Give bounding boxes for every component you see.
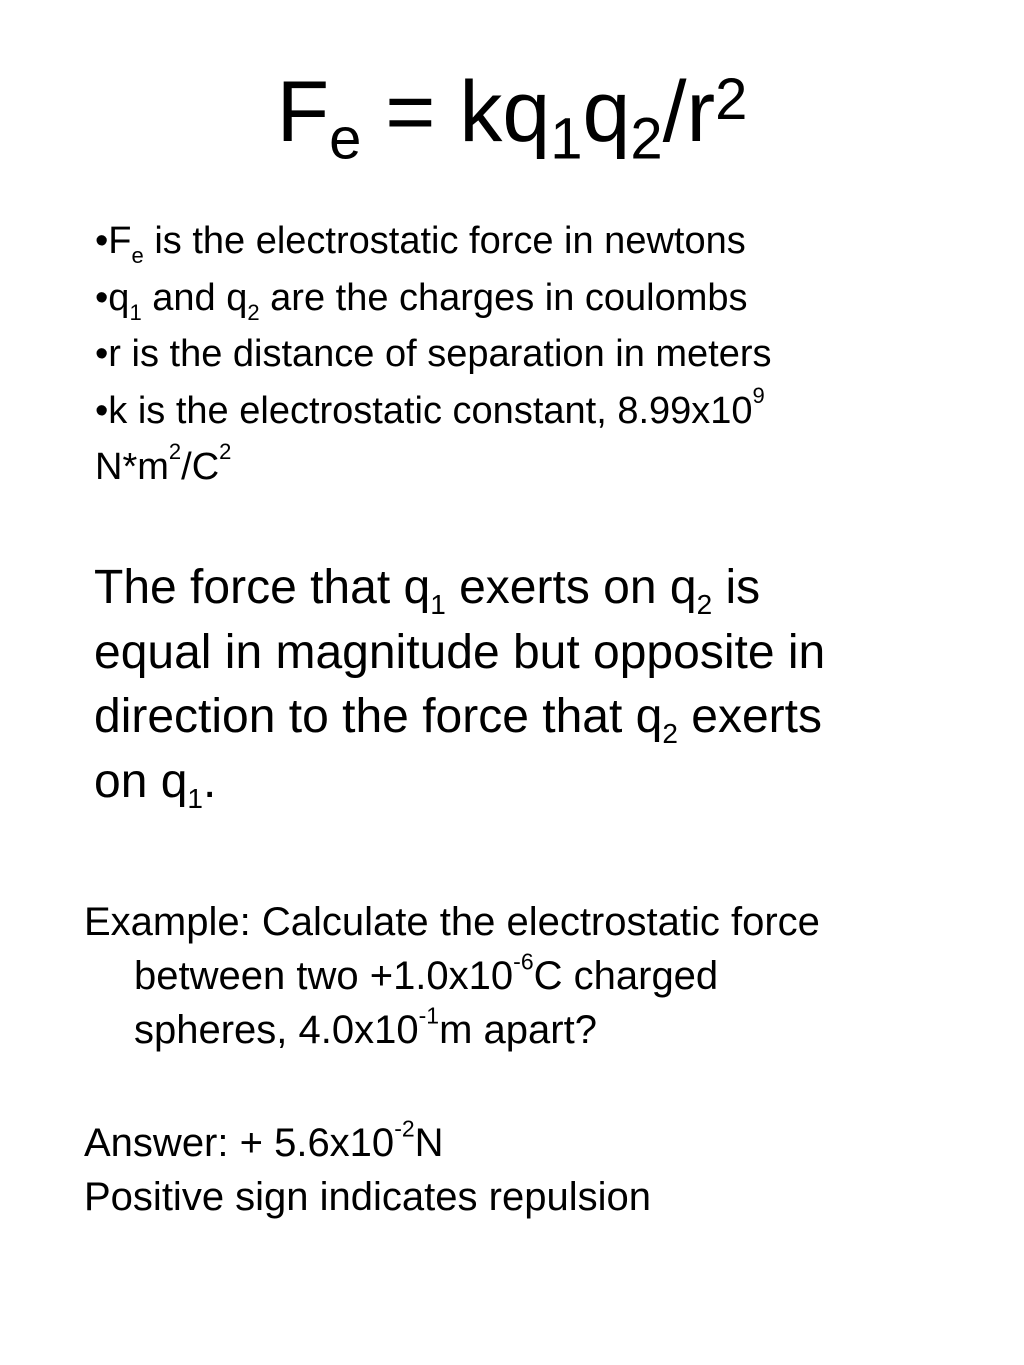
paragraph-subscript: 1 — [430, 589, 446, 621]
formula-equals-kq: = kq — [361, 64, 551, 160]
coulomb-law-formula — [0, 62, 1024, 172]
paragraph-text: direction to the force that q — [94, 690, 663, 743]
example-text: spheres, 4.0x10 — [134, 1008, 419, 1052]
paragraph-line-3 — [94, 685, 825, 750]
paragraph-text: is — [712, 561, 761, 614]
definition-k-exponent: 9 — [752, 382, 765, 408]
example-line-3 — [84, 1003, 820, 1057]
example-text: between two +1.0x10 — [134, 954, 514, 998]
formula-q2: q — [582, 64, 631, 160]
answer-line — [84, 1116, 651, 1170]
example-line-1: Example: Calculate the electrostatic force — [84, 900, 820, 944]
paragraph-text: exerts — [677, 690, 822, 743]
answer-text: N — [414, 1121, 444, 1165]
answer-exponent: -2 — [394, 1115, 415, 1142]
answer-note: Positive sign indicates repulsion — [84, 1175, 651, 1219]
paragraph-subscript: 1 — [187, 782, 203, 814]
definition-charges — [95, 270, 772, 327]
paragraph-text: . — [203, 754, 217, 808]
example-exponent: -1 — [418, 1002, 440, 1029]
definition-k-text: •k is the electrostatic constant, 8.99x10 — [95, 389, 753, 432]
paragraph-text: on q — [94, 754, 188, 808]
definition-k-units — [95, 439, 772, 496]
definition-q2-subscript: 2 — [247, 299, 260, 325]
paragraph-line-4 — [94, 750, 825, 815]
paragraph-text: The force that q — [94, 561, 431, 614]
units-nm: N*m — [95, 446, 169, 488]
example-line-2 — [84, 949, 820, 1003]
formula-divide-r: /r — [662, 64, 716, 160]
formula-r-exponent: 2 — [715, 66, 748, 132]
definition-fe-desc: is the electrostatic force in newtons — [143, 220, 746, 262]
definition-fe-text: •F — [95, 220, 132, 262]
formula-q2-subscript: 2 — [630, 106, 663, 172]
answer-block — [84, 1116, 651, 1224]
example-text: C charged — [533, 954, 719, 998]
definition-fe-subscript: e — [131, 242, 144, 268]
paragraph-subscript: 2 — [662, 718, 678, 750]
example-problem — [84, 895, 820, 1057]
units-c: /C — [181, 446, 220, 488]
definition-q1-subscript: 1 — [129, 299, 142, 325]
example-exponent: -6 — [513, 948, 534, 975]
definition-charges-desc: are the charges in coulombs — [259, 276, 748, 319]
formula-q1-subscript: 1 — [550, 106, 583, 172]
variable-definitions — [95, 213, 772, 496]
definition-fe — [95, 213, 772, 270]
definition-q1-text: •q — [95, 276, 130, 319]
definition-r: •r is the distance of separation in meters — [95, 333, 772, 375]
definition-q2-text: and q — [141, 276, 248, 319]
definition-k — [95, 383, 772, 440]
paragraph-line-1 — [94, 556, 825, 621]
answer-text: Answer: + 5.6x10 — [84, 1121, 395, 1165]
units-c-exponent: 2 — [219, 439, 232, 465]
paragraph-line-2: equal in magnitude but opposite in — [94, 625, 826, 679]
paragraph-text: exerts on q — [445, 561, 697, 614]
formula-lhs: F — [276, 64, 330, 160]
paragraph-subscript: 2 — [696, 589, 713, 621]
formula-lhs-subscript: e — [329, 106, 362, 172]
example-text: m apart? — [439, 1008, 597, 1052]
units-m-exponent: 2 — [168, 439, 182, 465]
newton-third-law-paragraph — [94, 556, 825, 814]
